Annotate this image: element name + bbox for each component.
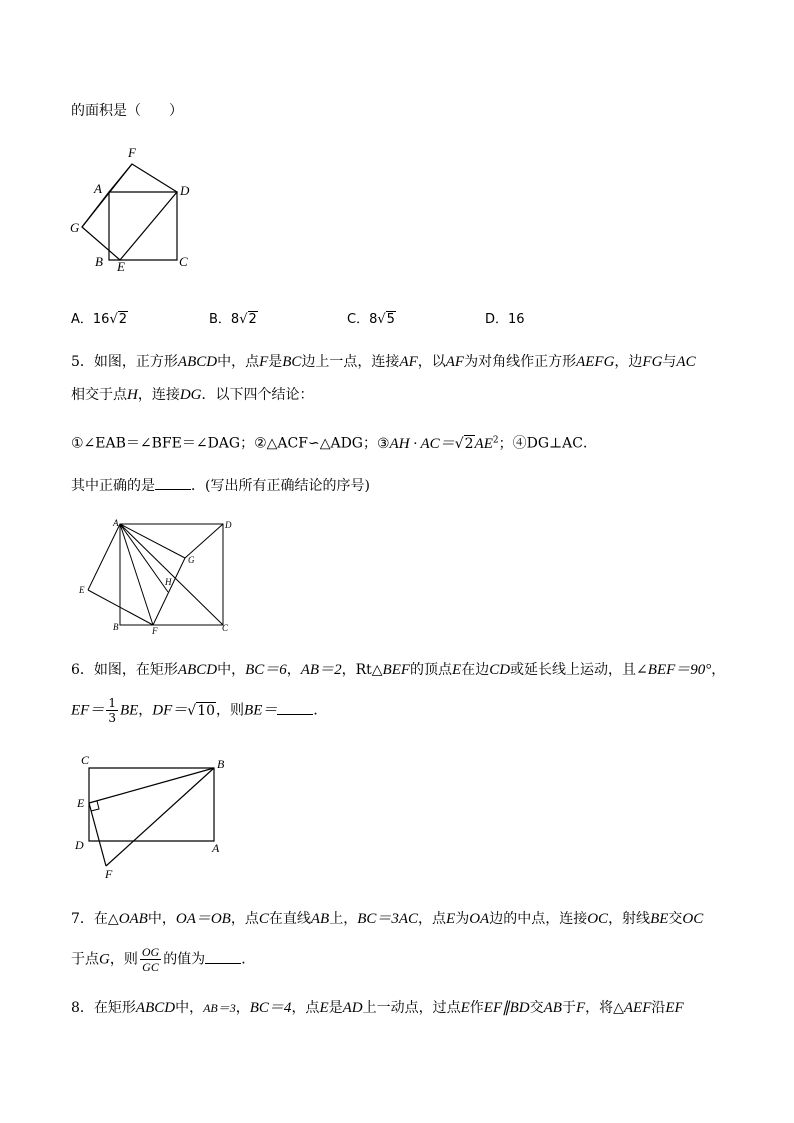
fig1-label-e: E (117, 259, 125, 274)
figure-square-aefg-in-abcd (70, 512, 250, 642)
q5-question: 其中正确的是 ．(写出所有正确结论的序号) (71, 475, 370, 496)
choice-a-coef: 16 (92, 312, 110, 327)
fig1-label-d: D (180, 183, 190, 198)
q7-line-2: 于点G，则 $\frac{OG}{GC}$ 的值为 ． (71, 945, 256, 974)
choice-a[interactable]: A．16√2 (71, 312, 128, 327)
fig3-label-d: D (75, 838, 84, 852)
choice-b-radicand: 2 (248, 312, 257, 327)
q5-answer-blank[interactable] (155, 475, 191, 490)
fig2-label-g: G (188, 555, 195, 565)
fig3-label-b: B (217, 757, 225, 771)
choice-b[interactable]: B．8√2 (209, 312, 257, 327)
fig3-label-e: E (77, 796, 85, 810)
q6-line-2: EF＝ $\frac{1}{3}$ BE，DF＝√10，则BE＝ ． (71, 696, 328, 725)
fig3-label-a: A (212, 841, 220, 855)
fig2-label-e: E (79, 585, 85, 595)
fig2-label-b: B (113, 622, 119, 632)
q5-conclusion-3: ③AH · $AC=√2AE^2$； (376, 435, 513, 452)
q5-conclusion-1: ①∠EAB＝∠BFE＝∠DAG； (71, 435, 255, 452)
fig2-label-h: H (165, 577, 172, 587)
q5-conclusion-4: ④DG⊥AC． (512, 435, 598, 452)
q5-line-1: 5．如图，正方形ABCD中，点F是BC边上一点，连接AF，以AF为对角线作正方形AEFG，边FG与AC (71, 354, 696, 370)
figure-square-abcd-with-dgef (60, 140, 210, 280)
choice-b-letter: B． (209, 312, 231, 327)
choice-c[interactable]: C．8√5 (347, 312, 395, 327)
q8-line-1: 8．在矩形ABCD中，AB＝3，BC＝4，点E是AD上一动点，过点E作EF∥BD交AB于F，将△AEF沿EF (71, 1000, 684, 1016)
fig3-label-c: C (81, 753, 90, 767)
fig3-label-f: F (105, 867, 113, 881)
figure-rectangle-with-triangle-bef (70, 748, 240, 888)
choice-d[interactable] (485, 308, 525, 327)
fig1-label-c: C (179, 254, 188, 269)
fig1-label-g: G (70, 220, 80, 235)
fig1-label-a: A (94, 181, 102, 196)
choice-c-coef: 8 (369, 312, 378, 327)
fig2-label-c: C (222, 623, 229, 633)
fig1-label-f: F (128, 145, 136, 160)
choice-a-letter: A． (71, 312, 93, 327)
fig2-label-f: F (152, 626, 158, 636)
q5-conclusions (71, 430, 597, 454)
fig2-label-d: D (225, 520, 232, 530)
choice-d-letter: D． (485, 312, 509, 327)
q6-answer-blank[interactable] (277, 700, 313, 715)
choice-c-letter: C． (347, 312, 370, 327)
q7-line-1: 7．在△OAB中，OA＝OB，点C在直线AB上，BC＝3AC，点E为OA边的中点，连接OC，射线BE交OC (71, 911, 704, 927)
choice-a-radicand: 2 (118, 312, 128, 327)
fig1-label-b: B (95, 254, 103, 269)
choice-b-coef: 8 (230, 312, 240, 327)
choice-c-radicand: 5 (386, 312, 395, 327)
q7-answer-blank[interactable] (205, 949, 241, 964)
q5-conclusion-2: ②△ACF∽△ADG； (254, 435, 377, 452)
q5-line-2: 相交于点H，连接DG．以下四个结论： (71, 387, 314, 403)
q6-line-1: 6．如图，在矩形ABCD中，BC＝6，AB＝2，Rt△BEF的顶点E在边CD或延长线上运动，且∠BEF＝90°， (71, 662, 726, 678)
fig2-label-a: A (113, 518, 119, 528)
q4-tail-text: 的面积是（ ） (71, 103, 183, 119)
choice-d-value: 16 (508, 312, 525, 327)
